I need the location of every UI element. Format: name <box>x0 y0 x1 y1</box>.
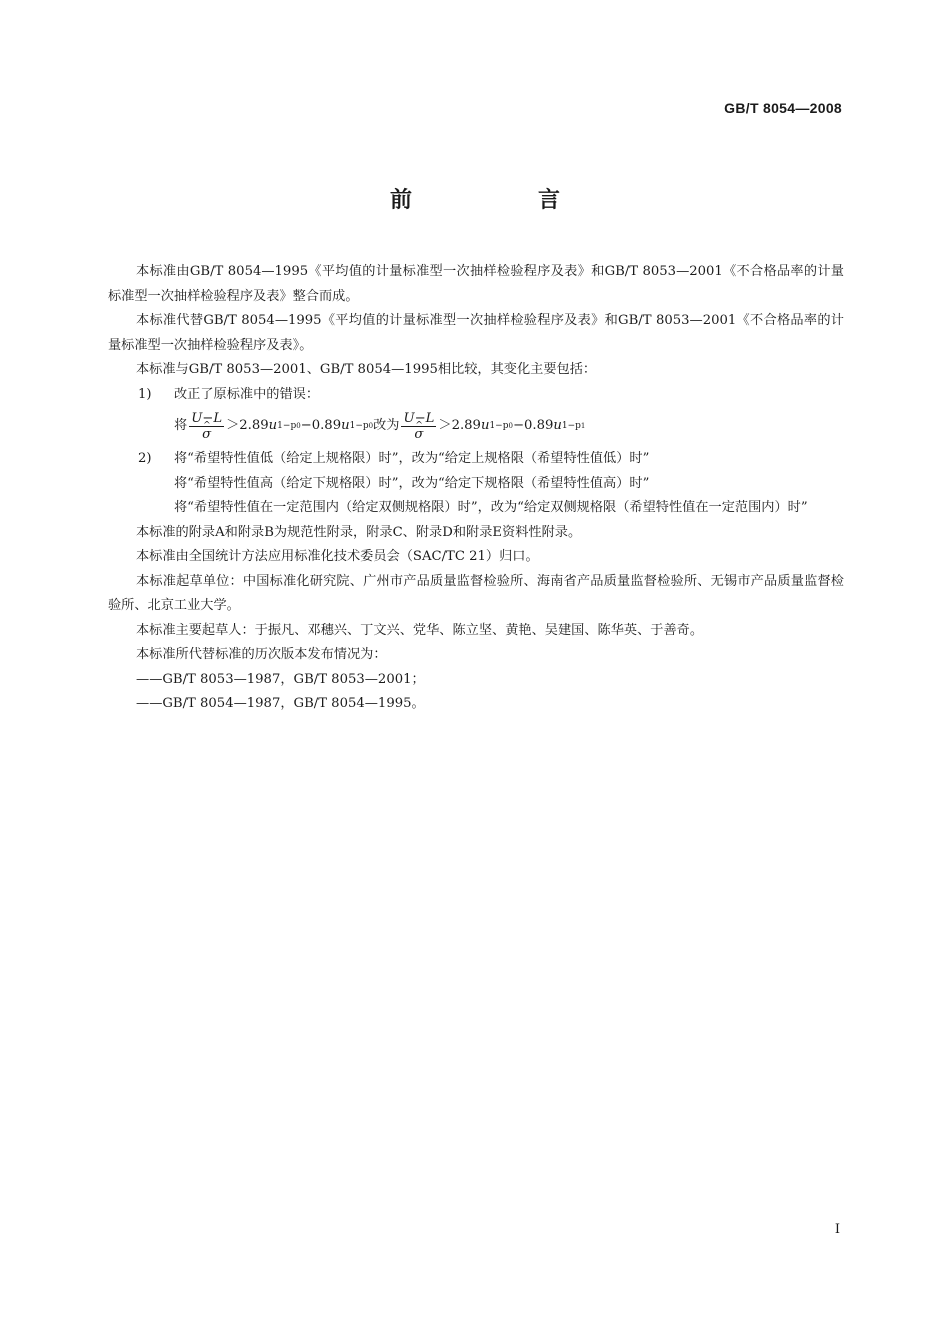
item-text-line3: 将“希望特性值在一定范围内（给定双侧规格限）时”，改为“给定双侧规格限（希望特性值在一定范围内）时” <box>174 500 808 515</box>
standard-number: GB/T 8054—2008 <box>724 100 842 116</box>
paragraph-changes-intro: 本标准与GB/T 8053—2001、GB/T 8054—1995相比较，其变化主要包括： <box>136 362 597 377</box>
old-mid-constant: −0.89 <box>300 417 342 433</box>
item-text-line1: 将“希望特性值低（给定上规格限）时”，改为“给定上规格限（希望特性值低）时” <box>174 451 650 466</box>
item-text: 改正了原标准中的错误： <box>174 386 320 402</box>
change-item-2 <box>108 447 844 472</box>
old-u1: u <box>268 417 278 433</box>
formula-connector: 改为 <box>373 417 400 433</box>
item-number: 1) <box>138 386 152 402</box>
formula-prefix: 将 <box>174 417 188 433</box>
new-u2-subscript: 1−p1 <box>561 420 586 431</box>
fraction-denominator: ^ σ <box>202 427 211 442</box>
change-item-1 <box>108 383 844 408</box>
history-item-1: ——GB/T 8053—1987，GB/T 8053—2001； <box>136 671 425 687</box>
paragraph-drafters: 本标准主要起草人：于振凡、邓穗兴、丁文兴、党华、陈立坚、黄艳、吴建国、陈华英、于善奇。 <box>136 622 704 638</box>
old-u2-subscript: 1−p0 <box>349 420 374 431</box>
new-u2: u <box>553 417 562 433</box>
page-number: I <box>834 1222 840 1237</box>
fraction-numerator-new: U−L <box>403 410 435 426</box>
preface-body <box>108 260 844 717</box>
fraction-old <box>189 411 224 442</box>
fraction-numerator: U−L <box>191 410 223 426</box>
paragraph-replaces: 本标准代替GB/T 8054—1995《平均值的计量标准型一次抽样检验程序及表》和GB/T 8053—2001《不合格品率的计量标准型一次抽样检验程序及表》。 <box>108 313 844 353</box>
new-rhs-constant: ＞2.89 <box>438 417 481 433</box>
fraction-denominator-new: ^ σ <box>414 427 423 442</box>
fraction-new <box>401 411 436 442</box>
history-item-2: ——GB/T 8054—1987，GB/T 8054—1995。 <box>136 696 425 711</box>
new-u1-subscript: 1−p0 <box>489 420 513 431</box>
paragraph-annexes: 本标准的附录A和附录B为规范性附录，附录C、附录D和附录E资料性附录。 <box>136 524 582 540</box>
page-title: 前 言 <box>389 188 612 213</box>
paragraph-origin: 本标准由GB/T 8054—1995《平均值的计量标准型一次抽样检验程序及表》和GB/T 8053—2001《不合格品率的计量标准型一次抽样检验程序及表》整合而成。 <box>108 264 844 304</box>
old-u2: u <box>341 417 350 433</box>
new-u1: u <box>480 417 490 433</box>
old-rhs-constant: ＞2.89 <box>226 417 269 433</box>
paragraph-committee: 本标准由全国统计方法应用标准化技术委员会（SAC/TC 21）归口。 <box>136 549 539 564</box>
item-text-line2: 将“希望特性值高（给定下规格限）时”，改为“给定下规格限（希望特性值高）时” <box>174 475 650 491</box>
paragraph-history-intro: 本标准所代替标准的历次版本发布情况为： <box>136 647 387 662</box>
item-number: 2) <box>138 451 152 466</box>
formula-correction <box>174 409 844 443</box>
old-u1-subscript: 1−p0 <box>277 420 301 431</box>
paragraph-drafting-units: 本标准起草单位：中国标准化研究院、广州市产品质量监督检验所、海南省产品质量监督检验所、无锡市产品质量监督检验所、北京工业大学。 <box>108 573 844 613</box>
new-mid-constant: −0.89 <box>512 417 554 433</box>
